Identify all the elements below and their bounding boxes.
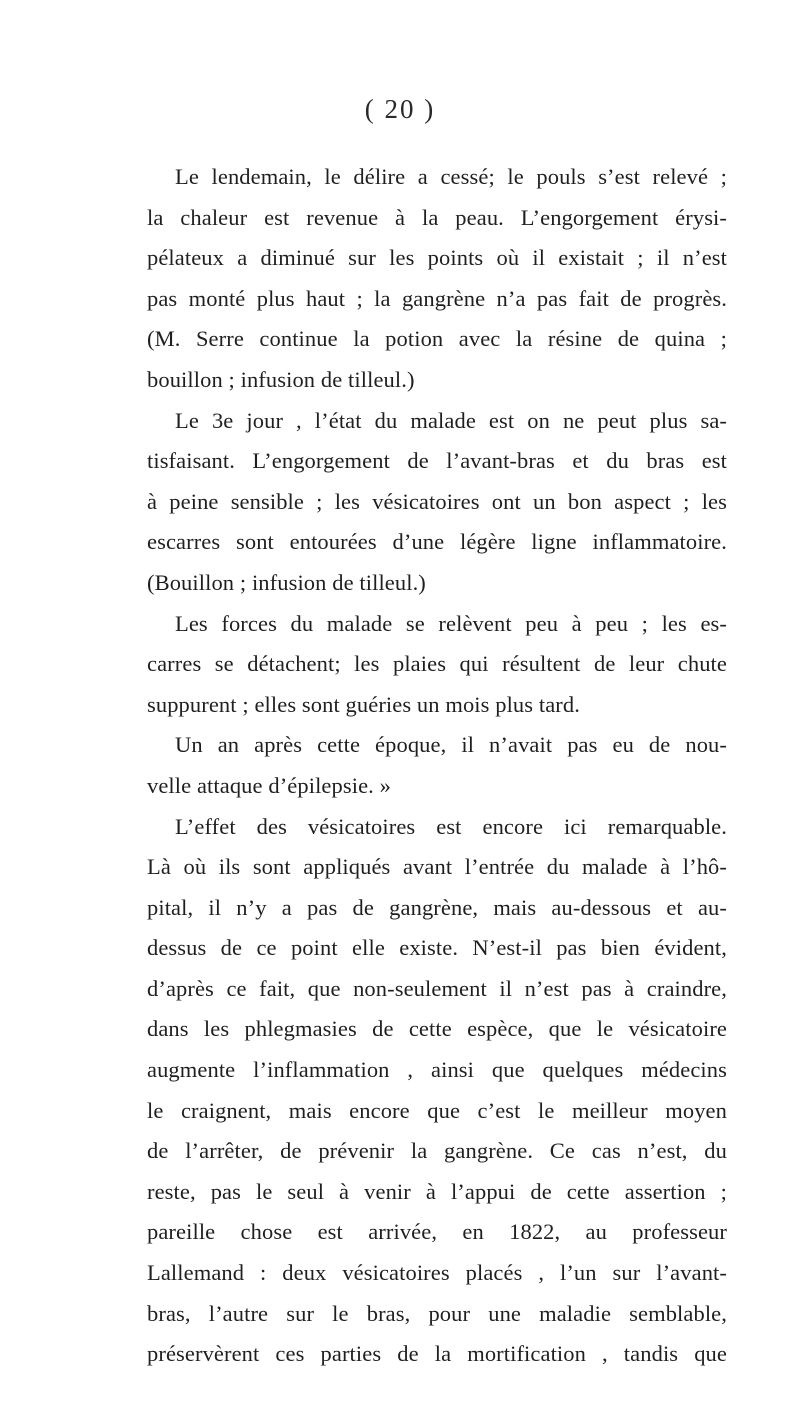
text-line: Un an après cette époque, il n’avait pas eu de nou-: [175, 732, 727, 758]
text-line: pélateux a diminué sur les points où il existait ; il n’est: [147, 245, 727, 271]
text-line: Les forces du malade se relèvent peu à peu ; les es-: [175, 610, 727, 636]
text-line: reste, pas le seul à venir à l’appui de cette assertion ;: [147, 1178, 727, 1204]
text-line: Le 3e jour , l’état du malade est on ne peut plus sa-: [175, 407, 727, 433]
text-line: Là où ils sont appliqués avant l’entrée du malade à l’hô-: [147, 854, 727, 880]
text-line: à peine sensible ; les vésicatoires ont un bon aspect ; les: [147, 488, 727, 514]
text-line: Le lendemain, le délire a cessé; le pouls s’est relevé ;: [175, 164, 727, 189]
text-line: escarres sont entourées d’une légère ligne inflammatoire.: [147, 529, 727, 555]
text-line: de l’arrêter, de prévenir la gangrène. Ce cas n’est, du: [147, 1138, 727, 1164]
text-line: Lallemand : deux vésicatoires placés , l’un sur l’avant-: [147, 1260, 727, 1286]
text-line: le craignent, mais encore que c’est le meilleur moyen: [147, 1097, 727, 1123]
text-line: pas monté plus haut ; la gangrène n’a pas fait de progrès.: [147, 285, 727, 311]
text-line: d’après ce fait, que non-seulement il n’est pas à craindre,: [147, 975, 727, 1001]
text-line: bras, l’autre sur le bras, pour une maladie semblable,: [147, 1300, 727, 1326]
text-line: la chaleur est revenue à la peau. L’engorgement érysi-: [147, 204, 727, 230]
text-line: préservèrent ces parties de la mortification , tandis que: [147, 1341, 727, 1367]
text-line: bouillon ; infusion de tilleul.): [147, 366, 415, 392]
body-text: [147, 157, 727, 1375]
text-line: (M. Serre continue la potion avec la résine de quina ;: [147, 326, 727, 352]
text-line: suppurent ; elles sont guéries un mois plus tard.: [147, 691, 580, 717]
page-number: ( 20 ): [364, 94, 436, 124]
text-line: dessus de ce point elle existe. N’est-il pas bien évident,: [147, 935, 727, 961]
text-line: pital, il n’y a pas de gangrène, mais au-dessous et au-: [147, 894, 727, 920]
text-line: carres se détachent; les plaies qui résultent de leur chute: [147, 651, 727, 677]
text-line: dans les phlegmasies de cette espèce, que le vésicatoire: [147, 1016, 727, 1042]
text-line: velle attaque d’épilepsie. »: [147, 772, 391, 798]
text-line: augmente l’inflammation , ainsi que quelques médecins: [147, 1057, 727, 1083]
text-line: tisfaisant. L’engorgement de l’avant-bras et du bras est: [147, 448, 727, 474]
text-line: pareille chose est arrivée, en 1822, au professeur: [147, 1219, 727, 1245]
text-line: (Bouillon ; infusion de tilleul.): [147, 569, 426, 595]
text-line: L’effet des vésicatoires est encore ici remarquable.: [175, 813, 727, 839]
